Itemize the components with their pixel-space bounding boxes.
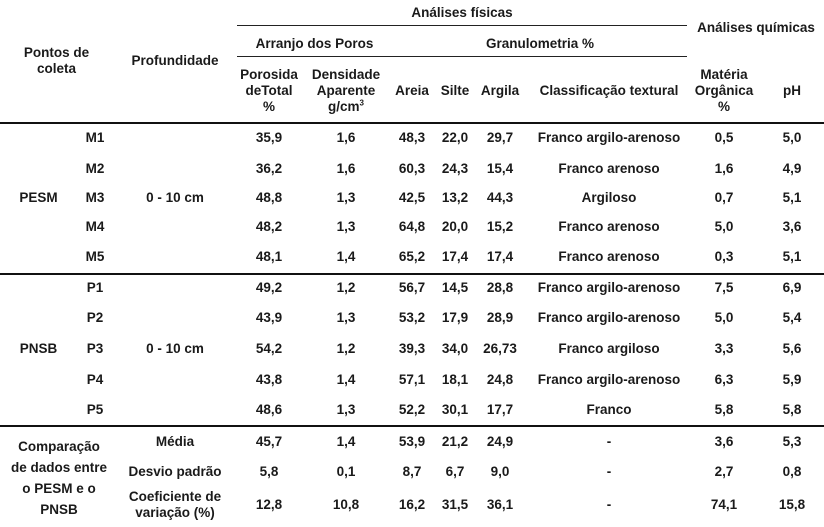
cell-ph: 5,9 bbox=[782, 372, 802, 387]
cell-ph: 6,9 bbox=[782, 280, 802, 295]
cell-classificacao: Franco argilo-arenoso bbox=[537, 280, 681, 295]
cell-silte: 14,5 bbox=[441, 280, 469, 295]
rule-pesm-bottom bbox=[0, 273, 824, 275]
cell-classificacao: Franco arenoso bbox=[558, 161, 660, 176]
header-porosidade-l2: deTotal bbox=[245, 83, 293, 98]
cell-densidade: 0,1 bbox=[336, 464, 356, 479]
header-ph: pH bbox=[783, 83, 801, 98]
cell-porosidade: 5,8 bbox=[259, 464, 279, 479]
rule-pnsb-bottom bbox=[0, 425, 824, 427]
header-densidade-sup: 3 bbox=[359, 98, 364, 108]
cell-densidade: 1,4 bbox=[336, 372, 356, 387]
comparison-label-l4: PNSB bbox=[40, 502, 78, 517]
header-materia-l1: Matéria bbox=[700, 67, 748, 82]
cell-classificacao: Franco argiloso bbox=[558, 341, 660, 356]
cell-densidade: 1,3 bbox=[336, 402, 356, 417]
cell-porosidade: 35,9 bbox=[255, 130, 283, 145]
header-profundidade: Profundidade bbox=[131, 53, 219, 68]
cell-porosidade: 48,2 bbox=[255, 219, 283, 234]
comparison-label-l3: o PESM e o bbox=[22, 481, 96, 496]
cell-areia: 53,9 bbox=[398, 434, 426, 449]
comparison-label-l1: Comparação bbox=[18, 439, 100, 454]
cell-classificacao: Argiloso bbox=[581, 190, 637, 205]
cell-classificacao: - bbox=[606, 464, 612, 479]
cell-ph: 3,6 bbox=[782, 219, 802, 234]
row-id: P4 bbox=[86, 372, 104, 387]
cell-argila: 24,8 bbox=[486, 372, 514, 387]
group-depth-pnsb: 0 - 10 cm bbox=[146, 341, 204, 356]
row-id: M3 bbox=[85, 190, 105, 205]
stat-label: Desvio padrão bbox=[128, 464, 222, 479]
cell-classificacao: Franco argilo-arenoso bbox=[537, 372, 681, 387]
stat-label-l2: variação (%) bbox=[135, 505, 215, 520]
cell-densidade: 1,3 bbox=[336, 310, 356, 325]
group-label-pnsb: PNSB bbox=[19, 341, 58, 356]
group-depth-pesm: 0 - 10 cm bbox=[146, 190, 204, 205]
cell-classificacao: - bbox=[606, 434, 612, 449]
cell-argila: 15,4 bbox=[486, 161, 514, 176]
header-materia bbox=[688, 63, 760, 119]
cell-materia: 5,0 bbox=[714, 219, 734, 234]
header-argila: Argila bbox=[480, 83, 520, 98]
cell-areia: 56,7 bbox=[398, 280, 426, 295]
cell-silte: 13,2 bbox=[441, 190, 469, 205]
rule-under-fisicas bbox=[237, 25, 687, 26]
header-densidade bbox=[303, 63, 389, 119]
cell-ph: 15,8 bbox=[778, 497, 806, 512]
cell-densidade: 1,3 bbox=[336, 190, 356, 205]
header-densidade-l1: Densidade bbox=[311, 67, 381, 82]
cell-densidade: 1,2 bbox=[336, 341, 356, 356]
cell-silte: 18,1 bbox=[441, 372, 469, 387]
cell-materia: 0,3 bbox=[714, 249, 734, 264]
rule-under-subgroups bbox=[237, 56, 687, 57]
cell-porosidade: 45,7 bbox=[255, 434, 283, 449]
cell-porosidade: 48,1 bbox=[255, 249, 283, 264]
header-materia-l2: Orgânica bbox=[694, 83, 754, 98]
cell-areia: 48,3 bbox=[398, 130, 426, 145]
cell-argila: 9,0 bbox=[490, 464, 510, 479]
stat-label: Média bbox=[155, 434, 195, 449]
cell-materia: 74,1 bbox=[710, 497, 738, 512]
cell-materia: 3,3 bbox=[714, 341, 734, 356]
cell-argila: 29,7 bbox=[486, 130, 514, 145]
cell-materia: 0,5 bbox=[714, 130, 734, 145]
cell-classificacao: Franco bbox=[586, 402, 632, 417]
row-id: M4 bbox=[85, 219, 105, 234]
header-pontos-l1: Pontos de bbox=[23, 45, 90, 60]
header-porosidade bbox=[235, 63, 303, 119]
cell-classificacao: Franco argilo-arenoso bbox=[537, 130, 681, 145]
cell-silte: 17,4 bbox=[441, 249, 469, 264]
cell-porosidade: 43,8 bbox=[255, 372, 283, 387]
cell-ph: 0,8 bbox=[782, 464, 802, 479]
stat-label bbox=[113, 486, 237, 524]
cell-porosidade: 48,6 bbox=[255, 402, 283, 417]
comparison-label bbox=[0, 434, 118, 522]
cell-areia: 53,2 bbox=[398, 310, 426, 325]
cell-ph: 5,6 bbox=[782, 341, 802, 356]
cell-argila: 28,8 bbox=[486, 280, 514, 295]
cell-argila: 36,1 bbox=[486, 497, 514, 512]
header-densidade-l3: $g/cm^3$ bbox=[328, 98, 364, 114]
cell-argila: 17,7 bbox=[486, 402, 514, 417]
cell-silte: 30,1 bbox=[441, 402, 469, 417]
cell-areia: 39,3 bbox=[398, 341, 426, 356]
header-analises-fisicas: Análises físicas bbox=[411, 5, 513, 20]
row-id: M1 bbox=[85, 130, 105, 145]
group-label-pesm: PESM bbox=[19, 190, 58, 205]
cell-areia: 16,2 bbox=[398, 497, 426, 512]
cell-densidade: 1,4 bbox=[336, 249, 356, 264]
cell-densidade: 1,3 bbox=[336, 219, 356, 234]
cell-densidade: 10,8 bbox=[332, 497, 360, 512]
cell-argila: 28,9 bbox=[486, 310, 514, 325]
cell-ph: 5,3 bbox=[782, 434, 802, 449]
header-areia: Areia bbox=[395, 83, 429, 98]
cell-argila: 24,9 bbox=[486, 434, 514, 449]
cell-densidade: 1,4 bbox=[336, 434, 356, 449]
cell-ph: 5,1 bbox=[782, 190, 802, 205]
cell-ph: 4,9 bbox=[782, 161, 802, 176]
cell-materia: 6,3 bbox=[714, 372, 734, 387]
row-id: P1 bbox=[86, 280, 104, 295]
cell-densidade: 1,6 bbox=[336, 161, 356, 176]
header-densidade-l2: Aparente bbox=[316, 83, 376, 98]
cell-classificacao: Franco arenoso bbox=[558, 249, 660, 264]
cell-areia: 42,5 bbox=[398, 190, 426, 205]
cell-densidade: 1,6 bbox=[336, 130, 356, 145]
cell-ph: 5,4 bbox=[782, 310, 802, 325]
cell-porosidade: 36,2 bbox=[255, 161, 283, 176]
cell-areia: 60,3 bbox=[398, 161, 426, 176]
header-porosidade-l3: % bbox=[262, 99, 275, 114]
row-id: M2 bbox=[85, 161, 105, 176]
cell-materia: 3,6 bbox=[714, 434, 734, 449]
row-id: M5 bbox=[85, 249, 105, 264]
rule-header-bottom bbox=[0, 122, 824, 124]
cell-silte: 31,5 bbox=[441, 497, 469, 512]
cell-ph: 5,1 bbox=[782, 249, 802, 264]
comparison-label-l2: de dados entre bbox=[10, 460, 108, 475]
cell-densidade: 1,2 bbox=[336, 280, 356, 295]
cell-areia: 57,1 bbox=[398, 372, 426, 387]
cell-argila: 26,73 bbox=[483, 341, 517, 356]
cell-argila: 15,2 bbox=[486, 219, 514, 234]
cell-silte: 17,9 bbox=[441, 310, 469, 325]
cell-silte: 20,0 bbox=[441, 219, 469, 234]
cell-materia: 1,6 bbox=[714, 161, 734, 176]
row-id: P2 bbox=[86, 310, 104, 325]
cell-porosidade: 12,8 bbox=[255, 497, 283, 512]
cell-argila: 17,4 bbox=[486, 249, 514, 264]
header-classificacao: Classificação textural bbox=[539, 83, 679, 98]
cell-silte: 24,3 bbox=[441, 161, 469, 176]
stat-label-l1: Coeficiente de bbox=[128, 489, 222, 504]
header-materia-l3: % bbox=[717, 99, 730, 114]
header-pontos-l2: coleta bbox=[36, 61, 77, 76]
header-analises-quimicas: Análises químicas bbox=[697, 20, 815, 35]
cell-porosidade: 43,9 bbox=[255, 310, 283, 325]
cell-silte: 34,0 bbox=[441, 341, 469, 356]
cell-ph: 5,0 bbox=[782, 130, 802, 145]
header-pontos-coleta bbox=[0, 40, 113, 82]
header-arranjo-poros: Arranjo dos Poros bbox=[255, 36, 374, 51]
header-granulometria: Granulometria % bbox=[485, 36, 595, 51]
cell-materia: 7,5 bbox=[714, 280, 734, 295]
cell-classificacao: Franco argilo-arenoso bbox=[537, 310, 681, 325]
cell-silte: 22,0 bbox=[441, 130, 469, 145]
cell-areia: 8,7 bbox=[402, 464, 422, 479]
cell-materia: 2,7 bbox=[714, 464, 734, 479]
cell-materia: 0,7 bbox=[714, 190, 734, 205]
cell-porosidade: 54,2 bbox=[255, 341, 283, 356]
cell-classificacao: Franco arenoso bbox=[558, 219, 660, 234]
header-silte: Silte bbox=[440, 83, 470, 98]
header-porosidade-l1: Porosida bbox=[240, 67, 298, 82]
cell-areia: 52,2 bbox=[398, 402, 426, 417]
cell-classificacao: - bbox=[606, 497, 612, 512]
cell-materia: 5,8 bbox=[714, 402, 734, 417]
cell-porosidade: 49,2 bbox=[255, 280, 283, 295]
cell-areia: 64,8 bbox=[398, 219, 426, 234]
cell-porosidade: 48,8 bbox=[255, 190, 283, 205]
cell-areia: 65,2 bbox=[398, 249, 426, 264]
cell-materia: 5,0 bbox=[714, 310, 734, 325]
cell-silte: 21,2 bbox=[441, 434, 469, 449]
row-id: P3 bbox=[86, 341, 104, 356]
cell-silte: 6,7 bbox=[445, 464, 465, 479]
cell-ph: 5,8 bbox=[782, 402, 802, 417]
row-id: P5 bbox=[86, 402, 104, 417]
cell-argila: 44,3 bbox=[486, 190, 514, 205]
